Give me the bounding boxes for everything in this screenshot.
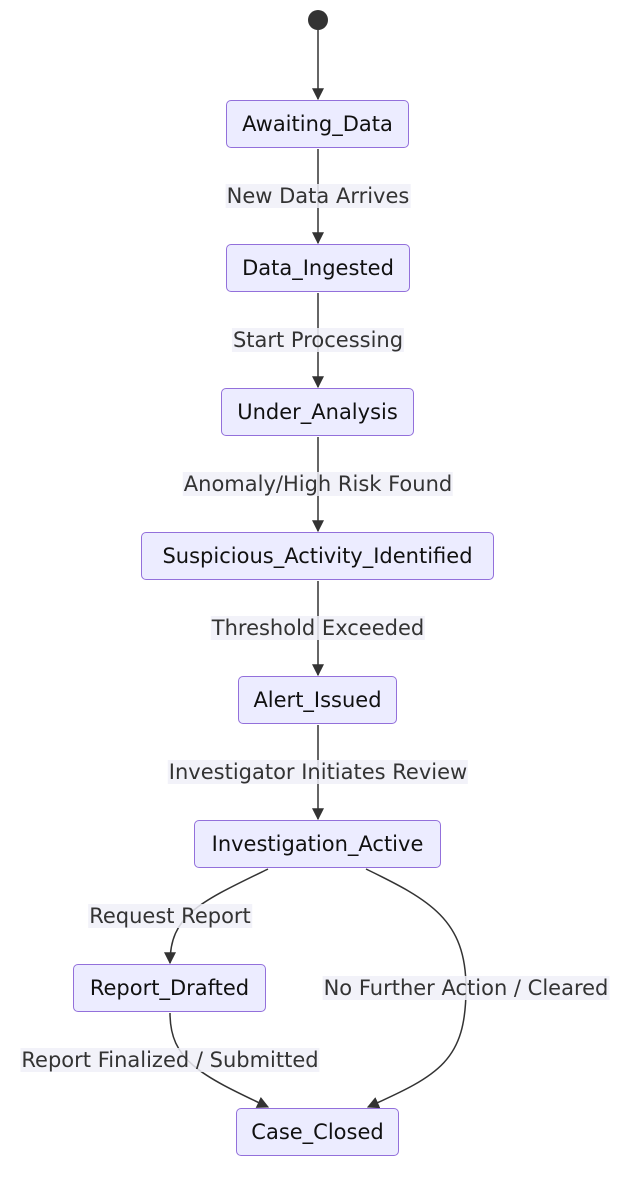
state-under-analysis: Under_Analysis bbox=[221, 388, 414, 436]
state-awaiting-data: Awaiting_Data bbox=[226, 100, 409, 148]
label-no-further-action: No Further Action / Cleared bbox=[323, 976, 609, 1000]
state-investigation-active: Investigation_Active bbox=[194, 820, 441, 868]
state-report-drafted: Report_Drafted bbox=[73, 964, 266, 1012]
label-new-data-arrives: New Data Arrives bbox=[226, 184, 410, 208]
label-initiates-review: Investigator Initiates Review bbox=[168, 760, 468, 784]
label-threshold-exceeded: Threshold Exceeded bbox=[211, 616, 425, 640]
label-start-processing: Start Processing bbox=[232, 328, 404, 352]
label-report-finalized: Report Finalized / Submitted bbox=[21, 1048, 319, 1072]
label-anomaly-found: Anomaly/High Risk Found bbox=[183, 472, 453, 496]
label-request-report: Request Report bbox=[89, 904, 251, 928]
state-case-closed: Case_Closed bbox=[236, 1108, 399, 1156]
state-suspicious-activity: Suspicious_Activity_Identified bbox=[141, 532, 494, 580]
start-state-dot bbox=[308, 10, 328, 30]
state-data-ingested: Data_Ingested bbox=[226, 244, 410, 292]
state-alert-issued: Alert_Issued bbox=[238, 676, 397, 724]
